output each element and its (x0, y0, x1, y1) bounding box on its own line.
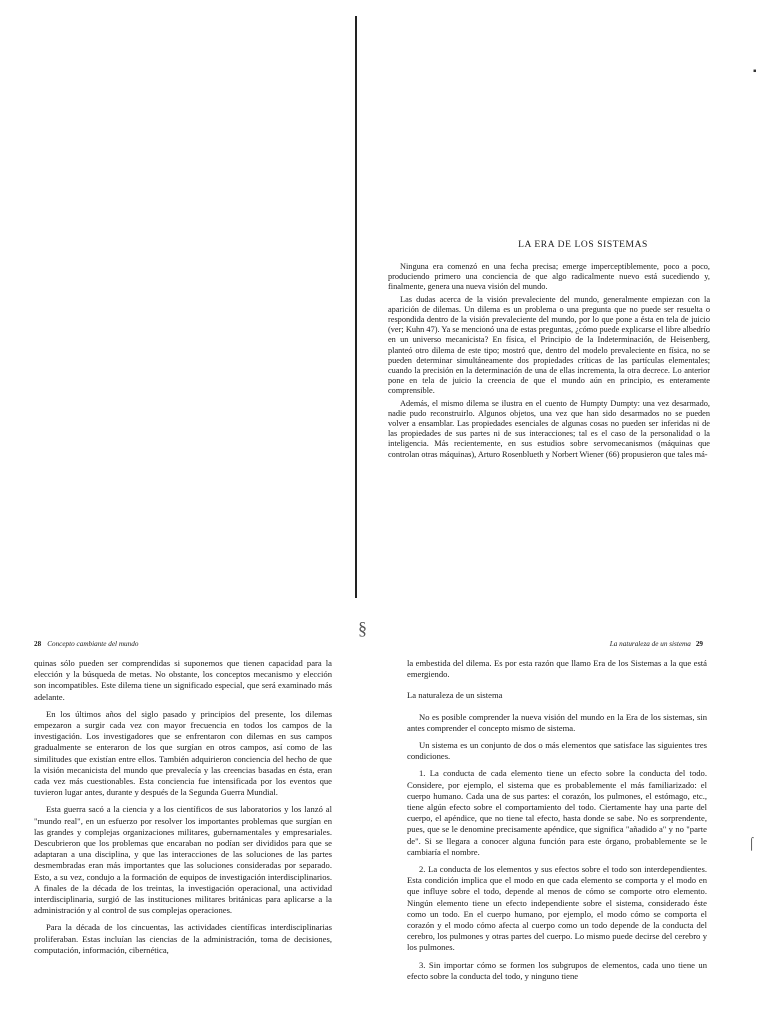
left-page-body (34, 658, 332, 956)
paragraph: quinas sólo pueden ser comprendidas si suponemos que tienen capacidad para la elección y la búsqueda de metas. No obstante, los conceptos mecanismo y elección son incompatibles. Este dilema tiene un significado especial, que será examinado más adelante. (34, 658, 332, 702)
margin-mark: ⌠ (748, 836, 756, 850)
right-page-body (407, 658, 707, 982)
paragraph: Esta guerra sacó a la ciencia y a los científicos de sus laboratorios y los lanzó al "mundo real", en un esfuerzo por resolver los importantes problemas que surgían en las grandes y complejas organizaciones militares, gubernamentales y empresariales. Descubrieron que los problemas que encaraban no podían ser divididos para que se adaptaran a una disciplina, y que las interacciones de las soluciones de las partes desmembradas eran más importantes que las soluciones consideradas por separado. Esto, a su vez, condujo a la formación de equipos de investigación interdisciplinarios. A finales de la década de los treintas, la investigación operacional, una actividad interdisciplinaria, surgió de las instituciones militares británicas para aplicarse a la administración y al control de sus complejas operaciones. (34, 804, 332, 916)
paragraph: Para la década de los cincuentas, las actividades científicas interdisciplinarias proliferaban. Estas incluían las ciencias de la administración, toma de decisiones, computación, información, cibernética, (34, 922, 332, 955)
running-head: Concepto cambiante del mundo (47, 640, 139, 648)
paragraph: la embestida del dilema. Es por esta razón que llamo Era de los Sistemas a la que está emergiendo. (407, 658, 707, 680)
left-page-header (34, 640, 334, 648)
paragraph: Un sistema es un conjunto de dos o más elementos que satisface las siguientes tres condiciones. (407, 740, 707, 762)
page-number: 28 (34, 640, 42, 648)
paragraph: En los últimos años del siglo pasado y principios del presente, los dilemas empezaron a surgir cada vez con mayor frecuencia en todos los campos de la investigación. Los investigadores que se enfrentaron con dilemas en sus campos gradualmente se enteraron de los que surgían en otros campos, así como de las similitudes que existían entre ellos. También adquirieron conciencia del hecho de que la visión mecanicista del mundo que prevalecía y las creencias basadas en ésta, eran cada vez más cuestionables. Esta conciencia fue intensificada por los eventos que tuvieron lugar antes, durante y después de la Segunda Guerra Mundial. (34, 708, 332, 798)
page-spine-line (355, 16, 357, 598)
paragraph: Ninguna era comenzó en una fecha precisa; emerge imperceptiblemente, poco a poco, produciendo primero una conciencia de que algo radicalmente nuevo está sucediendo y, finalmente, genera una nueva visión del mundo. (388, 262, 710, 292)
top-page (355, 0, 768, 598)
page-number: 29 (695, 640, 703, 648)
right-page-header (583, 640, 703, 648)
right-page (383, 640, 768, 1024)
paragraph: No es posible comprender la nueva visión del mundo en la Era de los sistemas, sin antes comprender el concepto mismo de sistema. (407, 711, 707, 733)
condition-item: 3. Sin importar cómo se formen los subgrupos de elementos, cada uno tiene un efecto sobre la conducta del todo, y ninguno tiene (407, 959, 707, 981)
top-page-body (388, 262, 710, 462)
section-title: La naturaleza de un sistema (407, 690, 503, 701)
chapter-title: LA ERA DE LOS SISTEMAS (518, 240, 648, 250)
running-head: La naturaleza de un sistema (609, 640, 691, 648)
condition-item: 2. La conducta de los elementos y sus efectos sobre el todo son interdependientes. Esta condición implica que el modo en que cada elemento se comporta y el modo en que influye sobre el todo, depende al menos de cómo se comporte otro elemento. Ningún elemento tiene un efecto independiente sobre el sistema, considerado éste como un todo. En el cuerpo humano, por ejemplo, el modo cómo se comporta el corazón y el modo cómo afecta al cuerpo como un todo depende de la conducta del cerebro, los pulmones y otras partes del cuerpo. Lo mismo puede decirse del cerebro y los pulmones. (407, 864, 707, 953)
paragraph: Además, el mismo dilema se ilustra en el cuento de Humpty Dumpty: una vez desarmado, nadie pudo reconstruirlo. Algunos objetos, una vez que han sido desarmados no se pueden volver a ensamblar. Las propiedades esenciales de algunas cosas no pueden ser inferidas ni de las propiedades de sus partes ni de sus interacciones; tal es el caso de la personalidad o la inteligencia. Más recientemente, en sus estudios sobre servomecanismos (máquinas que controlan otras máquinas), Arturo Rosenblueth y Norbert Wiener (66) propusieron que tales má- (388, 398, 710, 459)
corner-mark: ▪ (753, 66, 757, 77)
left-page (0, 640, 345, 1024)
paragraph: Las dudas acerca de la visión prevaleciente del mundo, generalmente empiezan con la aparición de dilemas. Un dilema es un problema o una pregunta que no puede ser resuelta o respondida dentro de la visión prevaleciente del mundo, por lo que pone a ésta en tela de juicio (ver; Kuhn 47). Ya se mencionó una de estas preguntas, ¿cómo puede explicarse el libre albedrío en un universo mecanicista? En física, el Principio de la Indeterminación, de Heisenberg, planteó otro dilema de este tipo; mostró que, dentro del modelo prevaleciente en física, no se pueden determinar simultáneamente dos propiedades críticas de las partículas elementales; cuando la precisión en la determinación de una de ellas incrementa, la otra decrece. Lo anterior pone en tela de juicio la creencia de que el mundo aún en principio, es enteramente comprensible. (388, 294, 710, 396)
condition-item: 1. La conducta de cada elemento tiene un efecto sobre la conducta del todo. Considere, por ejemplo, el sistema que es probablemente el más familiarizado: el cuerpo humano. Cada una de sus partes: el corazón, los pulmones, el estómago, etc., tiene algún efecto sobre el comportamiento del todo. Ciertamente hay una parte del cuerpo, el apéndice, que no tiene tal efecto, hasta donde se sabe. No es sorprendente, pues, que se le denomine precisamente apéndice, que significa "añadido a" y no "parte de". Si se llegara a conocer alguna función para este órgano, probablemente se le cambiaría el nombre. (407, 768, 707, 857)
gutter-mark: § (358, 618, 367, 638)
